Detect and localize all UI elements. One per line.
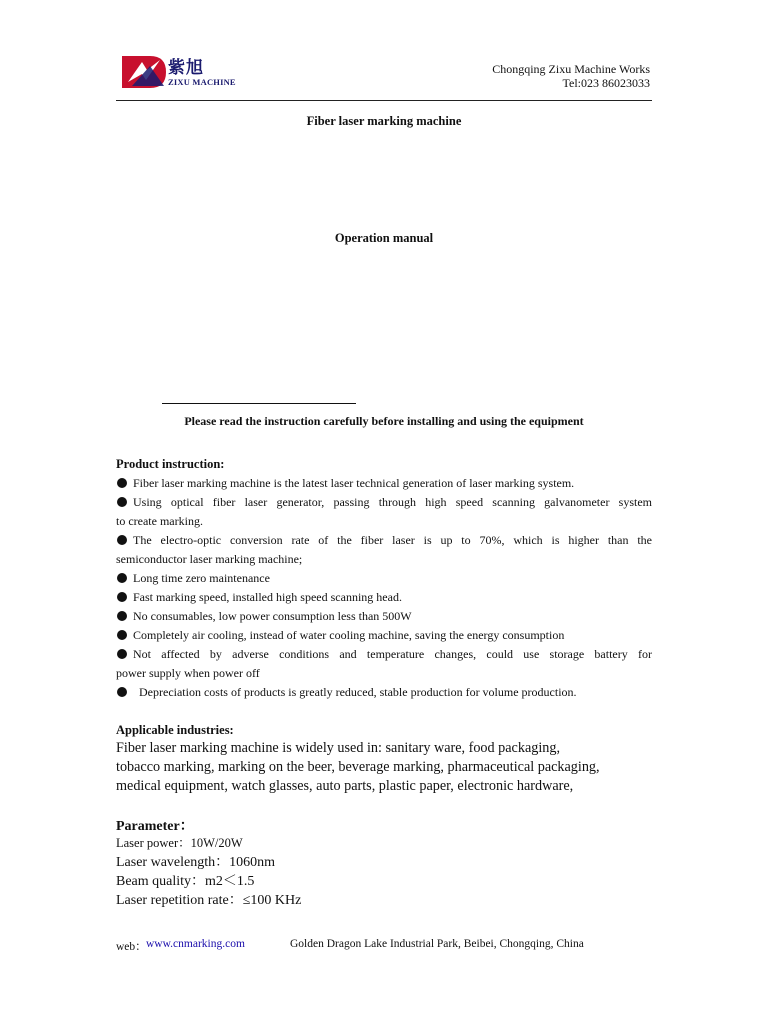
- list-item: Not affected by adverse conditions and temperature changes, could use storage battery for: [116, 645, 652, 664]
- list-item: Completely air cooling, instead of water cooling machine, saving the energy consumption: [116, 626, 652, 645]
- list-item-continuation: semiconductor laser marking machine;: [116, 552, 303, 566]
- bullet-icon: [117, 497, 127, 507]
- company-tel: Tel:023 86023033: [562, 76, 650, 90]
- signature-line: [162, 403, 356, 404]
- industries-paragraph: [116, 739, 656, 796]
- document-title: Fiber laser marking machine: [306, 114, 462, 128]
- parameter-list: [116, 834, 301, 910]
- parameter-beam-quality: Beam quality：m2＜1.5: [116, 874, 255, 889]
- header-divider: [116, 100, 652, 101]
- bullet-icon: [117, 649, 127, 659]
- document-subtitle: Operation manual: [334, 231, 434, 245]
- list-item: No consumables, low power consumption less than 500W: [116, 607, 652, 626]
- list-item: Depreciation costs of products is greatly reduced, stable production for volume production.: [116, 683, 652, 702]
- product-bullet-list: [116, 474, 652, 702]
- list-item: The electro-optic conversion rate of the fiber laser is up to 70%, which is higher than the: [116, 531, 652, 550]
- logo-chinese-text: 紫旭: [168, 58, 204, 78]
- parameter-laser-wavelength: Laser wavelength：1060nm: [116, 855, 276, 870]
- logo-english-text: ZIXU MACHINE: [168, 77, 236, 87]
- list-item: Fiber laser marking machine is the latest laser technical generation of laser marking system.: [116, 474, 652, 493]
- bullet-icon: [117, 611, 127, 621]
- list-item-continuation: power supply when power off: [116, 666, 260, 680]
- list-item: Long time zero maintenance: [116, 569, 652, 588]
- footer-website-link[interactable]: www.cnmarking.com: [146, 938, 245, 950]
- applicable-industries-heading: Applicable industries:: [116, 723, 234, 737]
- footer-address: Golden Dragon Lake Industrial Park, Beibei, Chongqing, China: [290, 938, 584, 950]
- parameter-repetition-rate: Laser repetition rate：≤100 KHz: [116, 893, 302, 908]
- bullet-icon: [117, 592, 127, 602]
- bullet-icon: [117, 687, 127, 697]
- list-item: Fast marking speed, installed high speed scanning head.: [116, 588, 652, 607]
- read-instruction-notice: Please read the instruction carefully before installing and using the equipment: [184, 414, 584, 428]
- paragraph-line: Fiber laser marking machine is widely used in: sanitary ware, food packaging,: [116, 740, 561, 756]
- bullet-icon: [117, 535, 127, 545]
- parameter-laser-power: Laser power：10W/20W: [116, 836, 243, 850]
- paragraph-line: medical equipment, watch glasses, auto parts, plastic paper, electronic hardware,: [116, 778, 574, 794]
- bullet-icon: [117, 573, 127, 583]
- paragraph-line: tobacco marking, marking on the beer, beverage marking, pharmaceutical packaging,: [116, 759, 600, 775]
- bullet-icon: [117, 630, 127, 640]
- footer-web-label: web：: [116, 941, 147, 953]
- list-item: Using optical fiber laser generator, passing through high speed scanning galvanometer system: [116, 493, 652, 512]
- parameter-heading: Parameter：: [116, 819, 194, 834]
- list-item-continuation: to create marking.: [116, 514, 203, 528]
- product-instruction-heading: Product instruction:: [116, 457, 225, 471]
- company-name: Chongqing Zixu Machine Works: [492, 62, 650, 76]
- bullet-icon: [117, 478, 127, 488]
